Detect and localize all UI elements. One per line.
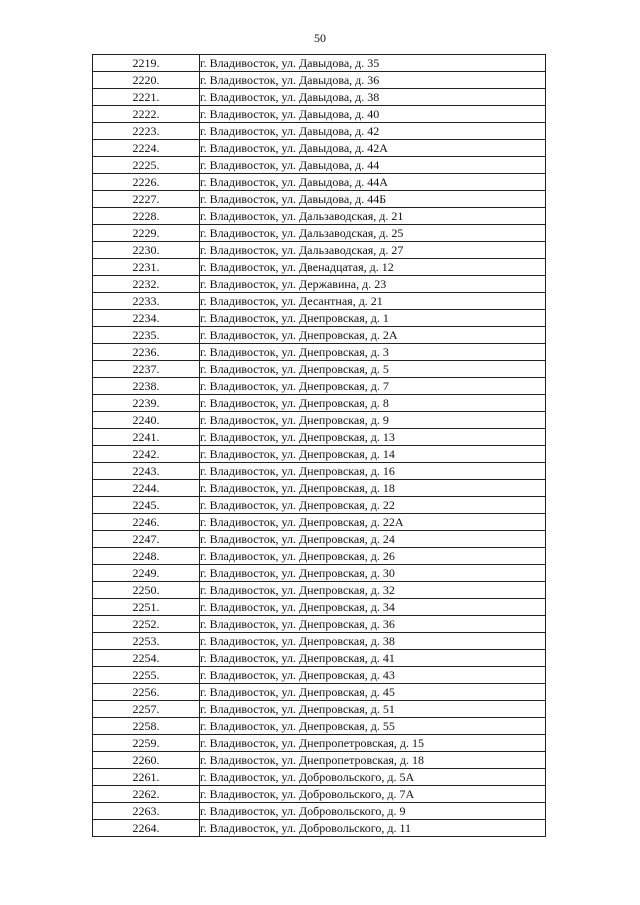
row-number-cell: 2219. [93, 55, 200, 72]
row-number-cell: 2241. [93, 429, 200, 446]
table-row [93, 633, 546, 650]
address-cell: г. Владивосток, ул. Днепропетровская, д. 15 [200, 735, 546, 752]
table-row [93, 667, 546, 684]
address-cell: г. Владивосток, ул. Днепровская, д. 5 [200, 361, 546, 378]
table-row [93, 208, 546, 225]
address-cell: г. Владивосток, ул. Днепровская, д. 13 [200, 429, 546, 446]
table-row [93, 191, 546, 208]
address-cell: г. Владивосток, ул. Днепровская, д. 16 [200, 463, 546, 480]
address-cell: г. Владивосток, ул. Днепровская, д. 14 [200, 446, 546, 463]
row-number-cell: 2250. [93, 582, 200, 599]
row-number-cell: 2225. [93, 157, 200, 174]
table-row [93, 140, 546, 157]
table-row [93, 276, 546, 293]
address-cell: г. Владивосток, ул. Днепровская, д. 7 [200, 378, 546, 395]
address-table [92, 54, 546, 837]
row-number-cell: 2249. [93, 565, 200, 582]
address-cell: г. Владивосток, ул. Давыдова, д. 42А [200, 140, 546, 157]
page-number: 50 [314, 31, 326, 45]
address-cell: г. Владивосток, ул. Двенадцатая, д. 12 [200, 259, 546, 276]
row-number-cell: 2259. [93, 735, 200, 752]
row-number-cell: 2244. [93, 480, 200, 497]
address-cell: г. Владивосток, ул. Дальзаводская, д. 21 [200, 208, 546, 225]
table-row [93, 446, 546, 463]
table-row [93, 89, 546, 106]
table-row [93, 106, 546, 123]
table-row [93, 55, 546, 72]
table-row [93, 157, 546, 174]
row-number-cell: 2236. [93, 344, 200, 361]
table-row [93, 480, 546, 497]
row-number-cell: 2262. [93, 786, 200, 803]
address-cell: г. Владивосток, ул. Днепровская, д. 34 [200, 599, 546, 616]
address-cell: г. Владивосток, ул. Десантная, д. 21 [200, 293, 546, 310]
address-cell: г. Владивосток, ул. Днепровская, д. 1 [200, 310, 546, 327]
row-number-cell: 2260. [93, 752, 200, 769]
row-number-cell: 2230. [93, 242, 200, 259]
address-cell: г. Владивосток, ул. Державина, д. 23 [200, 276, 546, 293]
table-row [93, 174, 546, 191]
row-number-cell: 2222. [93, 106, 200, 123]
row-number-cell: 2258. [93, 718, 200, 735]
table-row [93, 225, 546, 242]
address-cell: г. Владивосток, ул. Днепровская, д. 26 [200, 548, 546, 565]
row-number-cell: 2239. [93, 395, 200, 412]
table-row [93, 786, 546, 803]
table-row [93, 735, 546, 752]
address-cell: г. Владивосток, ул. Дальзаводская, д. 27 [200, 242, 546, 259]
table-row [93, 752, 546, 769]
address-cell: г. Владивосток, ул. Добровольского, д. 7А [200, 786, 546, 803]
table-row [93, 463, 546, 480]
row-number-cell: 2235. [93, 327, 200, 344]
address-cell: г. Владивосток, ул. Днепровская, д. 3 [200, 344, 546, 361]
row-number-cell: 2237. [93, 361, 200, 378]
row-number-cell: 2220. [93, 72, 200, 89]
address-cell: г. Владивосток, ул. Днепровская, д. 45 [200, 684, 546, 701]
row-number-cell: 2248. [93, 548, 200, 565]
address-cell: г. Владивосток, ул. Днепровская, д. 30 [200, 565, 546, 582]
row-number-cell: 2253. [93, 633, 200, 650]
row-number-cell: 2221. [93, 89, 200, 106]
table-row [93, 769, 546, 786]
address-cell: г. Владивосток, ул. Днепровская, д. 22 [200, 497, 546, 514]
address-cell: г. Владивосток, ул. Днепровская, д. 22А [200, 514, 546, 531]
address-cell: г. Владивосток, ул. Давыдова, д. 42 [200, 123, 546, 140]
address-cell: г. Владивосток, ул. Давыдова, д. 40 [200, 106, 546, 123]
table-row [93, 123, 546, 140]
address-cell: г. Владивосток, ул. Днепровская, д. 36 [200, 616, 546, 633]
table-row [93, 616, 546, 633]
address-cell: г. Владивосток, ул. Давыдова, д. 44 [200, 157, 546, 174]
row-number-cell: 2261. [93, 769, 200, 786]
address-cell: г. Владивосток, ул. Дальзаводская, д. 25 [200, 225, 546, 242]
address-cell: г. Владивосток, ул. Днепровская, д. 43 [200, 667, 546, 684]
row-number-cell: 2228. [93, 208, 200, 225]
table-row [93, 701, 546, 718]
table-row [93, 531, 546, 548]
row-number-cell: 2252. [93, 616, 200, 633]
table-row [93, 310, 546, 327]
row-number-cell: 2245. [93, 497, 200, 514]
address-table-body [93, 55, 546, 837]
row-number-cell: 2227. [93, 191, 200, 208]
address-cell: г. Владивосток, ул. Днепровская, д. 41 [200, 650, 546, 667]
row-number-cell: 2234. [93, 310, 200, 327]
address-cell: г. Владивосток, ул. Добровольского, д. 11 [200, 820, 546, 837]
row-number-cell: 2229. [93, 225, 200, 242]
row-number-cell: 2243. [93, 463, 200, 480]
address-cell: г. Владивосток, ул. Днепровская, д. 24 [200, 531, 546, 548]
address-cell: г. Владивосток, ул. Давыдова, д. 44А [200, 174, 546, 191]
row-number-cell: 2255. [93, 667, 200, 684]
row-number-cell: 2242. [93, 446, 200, 463]
row-number-cell: 2264. [93, 820, 200, 837]
table-row [93, 803, 546, 820]
table-row [93, 599, 546, 616]
address-cell: г. Владивосток, ул. Давыдова, д. 36 [200, 72, 546, 89]
row-number-cell: 2240. [93, 412, 200, 429]
table-row [93, 361, 546, 378]
table-row [93, 514, 546, 531]
row-number-cell: 2238. [93, 378, 200, 395]
address-cell: г. Владивосток, ул. Днепровская, д. 9 [200, 412, 546, 429]
table-row [93, 344, 546, 361]
row-number-cell: 2247. [93, 531, 200, 548]
table-row [93, 718, 546, 735]
table-row [93, 378, 546, 395]
address-cell: г. Владивосток, ул. Днепровская, д. 51 [200, 701, 546, 718]
table-row [93, 497, 546, 514]
address-cell: г. Владивосток, ул. Днепровская, д. 55 [200, 718, 546, 735]
row-number-cell: 2263. [93, 803, 200, 820]
table-row [93, 548, 546, 565]
table-row [93, 650, 546, 667]
row-number-cell: 2254. [93, 650, 200, 667]
address-cell: г. Владивосток, ул. Добровольского, д. 9 [200, 803, 546, 820]
table-row [93, 293, 546, 310]
address-cell: г. Владивосток, ул. Давыдова, д. 38 [200, 89, 546, 106]
row-number-cell: 2232. [93, 276, 200, 293]
row-number-cell: 2226. [93, 174, 200, 191]
table-row [93, 582, 546, 599]
table-row [93, 565, 546, 582]
table-row [93, 820, 546, 837]
table-row [93, 327, 546, 344]
table-row [93, 412, 546, 429]
address-cell: г. Владивосток, ул. Днепропетровская, д. 18 [200, 752, 546, 769]
row-number-cell: 2231. [93, 259, 200, 276]
table-row [93, 429, 546, 446]
address-cell: г. Владивосток, ул. Днепровская, д. 38 [200, 633, 546, 650]
row-number-cell: 2223. [93, 123, 200, 140]
address-cell: г. Владивосток, ул. Днепровская, д. 32 [200, 582, 546, 599]
address-cell: г. Владивосток, ул. Давыдова, д. 44Б [200, 191, 546, 208]
table-row [93, 72, 546, 89]
address-cell: г. Владивосток, ул. Давыдова, д. 35 [200, 55, 546, 72]
row-number-cell: 2246. [93, 514, 200, 531]
address-cell: г. Владивосток, ул. Днепровская, д. 8 [200, 395, 546, 412]
row-number-cell: 2251. [93, 599, 200, 616]
row-number-cell: 2256. [93, 684, 200, 701]
row-number-cell: 2233. [93, 293, 200, 310]
table-row [93, 259, 546, 276]
address-cell: г. Владивосток, ул. Добровольского, д. 5А [200, 769, 546, 786]
row-number-cell: 2257. [93, 701, 200, 718]
address-cell: г. Владивосток, ул. Днепровская, д. 2А [200, 327, 546, 344]
row-number-cell: 2224. [93, 140, 200, 157]
table-row [93, 684, 546, 701]
table-row [93, 395, 546, 412]
address-cell: г. Владивосток, ул. Днепровская, д. 18 [200, 480, 546, 497]
table-row [93, 242, 546, 259]
